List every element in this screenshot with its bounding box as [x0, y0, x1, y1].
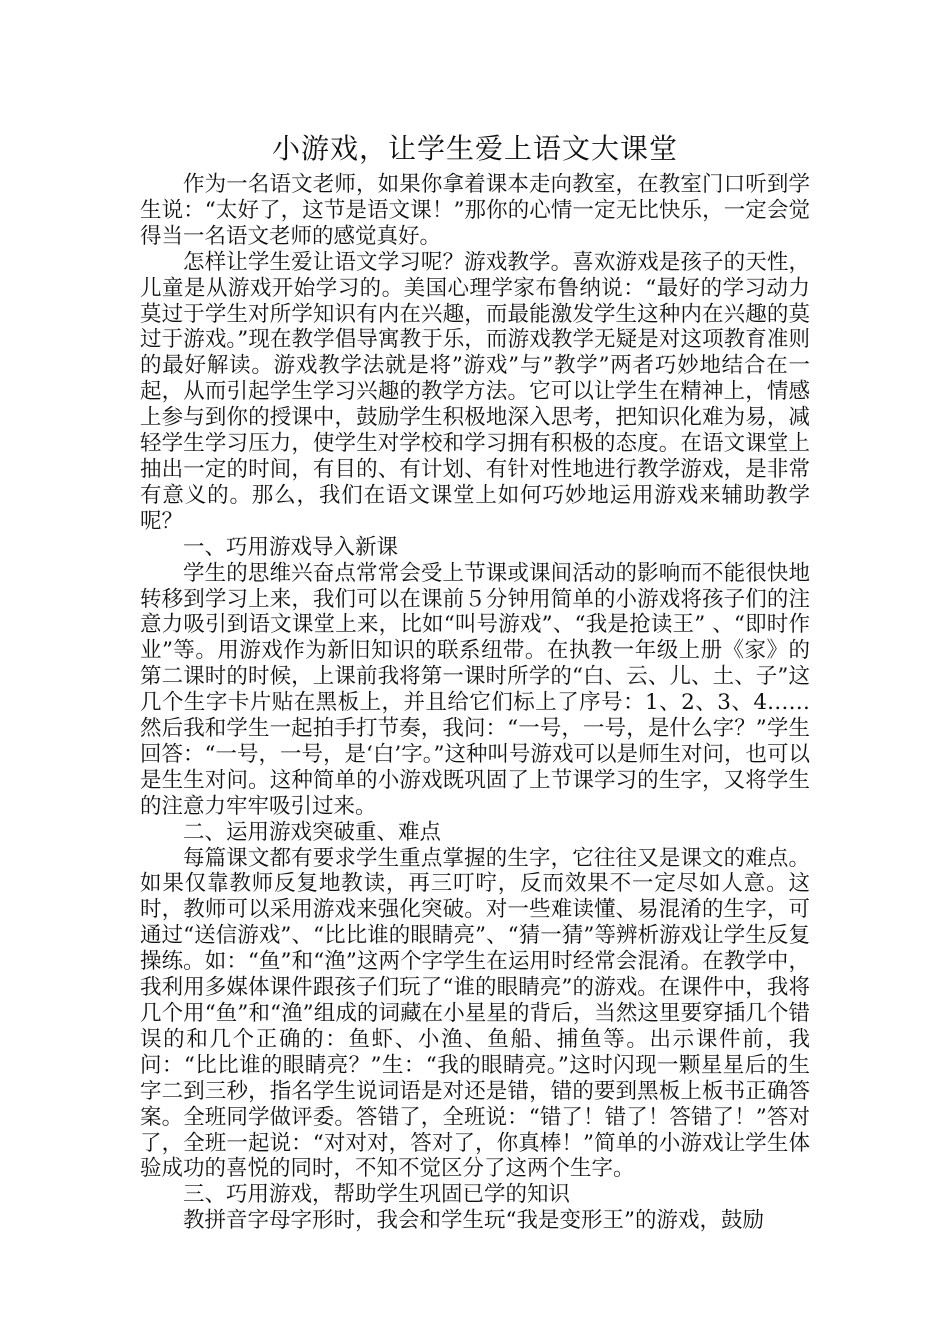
- paragraph-intro: 作为一名语文老师，如果你拿着课本走向教室，在教室门口听到学生说：“太好了，这节是语文课！”那你的心情一定无比快乐，一定会觉得当一名语文老师的感觉真好。: [140, 172, 810, 249]
- document-page: [140, 128, 810, 1234]
- paragraph-section-1: 学生的思维兴奋点常常会受上节课或课间活动的影响而不能很快地转移到学习上来，我们可以在课前５分钟用简单的小游戏将孩子们的注意力吸引到语文课堂上来，比如“叫号游戏”、“我是抢读王” 、“即时作业”等。用游戏作为新旧知识的联系纽带。在执教一年级上册《家》的第二课时的时候，上课前我将第一课时所学的“白、云、儿、土、子”这几个生字卡片贴在黑板上，并且给它们标上了序号：1、2、3、4……然后我和学生一起拍手打节奏，我问：“一号，一号，是什么字？”学生回答：“一号，一号，是‘白’字。”这种叫号游戏可以是师生对问，也可以是生生对问。这种简单的小游戏既巩固了上节课学习的生字，又将学生的注意力牢牢吸引过来。: [140, 560, 810, 819]
- document-title: 小游戏，让学生爱上语文大课堂: [271, 132, 678, 165]
- section-heading-3: 三、巧用游戏，帮助学生巩固已学的知识: [183, 1182, 571, 1208]
- section-heading-2: 二、运用游戏突破重、难点: [183, 819, 442, 845]
- paragraph-section-3: 教拼音字母字形时，我会和学生玩“我是变形王”的游戏，鼓励: [183, 1208, 764, 1234]
- paragraph-section-2: 每篇课文都有要求学生重点掌握的生字，它往往又是课文的难点。如果仅靠教师反复地教读，再三叮咛，反而效果不一定尽如人意。这时，教师可以采用游戏来强化突破。对一些难读懂、易混淆的生字，可通过“送信游戏”、“比比谁的眼睛亮”、“猜一猜”等辨析游戏让学生反复操练。如：“鱼”和“渔”这两个字学生在运用时经常会混淆。在教学中，我利用多媒体课件跟孩子们玩了“谁的眼睛亮”的游戏。在课件中，我将几个用“鱼”和“渔”组成的词藏在小星星的背后，当然这里要穿插几个错误的和几个正确的：鱼虾、小渔、鱼船、捕鱼等。出示课件前，我问：“比比谁的眼睛亮？”生：“我的眼睛亮。”这时闪现一颗星星后的生字二到三秒，指名学生说词语是对还是错，错的要到黑板上板书正确答案。全班同学做评委。答错了，全班说：“错了！错了！答错了！”答对了，全班一起说：“对对对，答对了，你真棒！”简单的小游戏让学生体验成功的喜悦的同时，不知不觉区分了这两个生字。: [140, 845, 810, 1182]
- paragraph-game-teaching: 怎样让学生爱让语文学习呢？游戏教学。喜欢游戏是孩子的天性，儿童是从游戏开始学习的。美国心理学家布鲁纳说：“最好的学习动力莫过于学生对所学知识有内在兴趣，而最能激发学生这种内在兴趣的莫过于游戏。”现在教学倡导寓教于乐，而游戏教学无疑是对这项教育准则的最好解读。游戏教学法就是将”游戏”与”教学”两者巧妙地结合在一起，从而引起学生学习兴趣的教学方法。它可以让学生在精神上，情感上参与到你的授课中，鼓励学生积极地深入思考，把知识化难为易，减轻学生学习压力，使学生对学校和学习拥有积极的态度。在语文课堂上抽出一定的时间，有目的、有计划、有针对性地进行教学游戏，是非常有意义的。那么，我们在语文课堂上如何巧妙地运用游戏来辅助教学呢？: [140, 249, 810, 534]
- section-heading-1: 一、巧用游戏导入新课: [183, 534, 399, 560]
